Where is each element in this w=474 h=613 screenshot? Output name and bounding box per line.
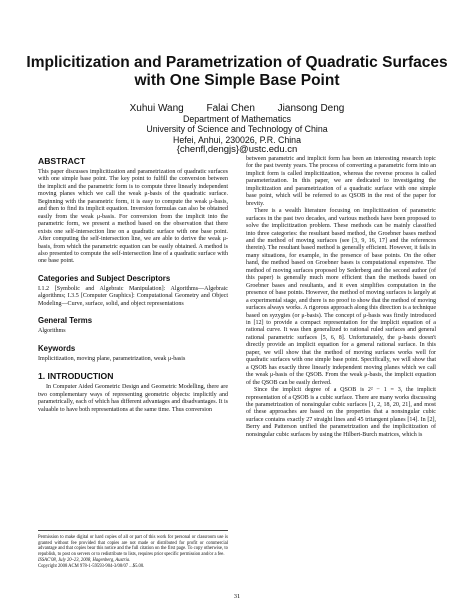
copyright-venue: ISSAC'08, July 20–23, 2008, Hagenberg, Austria.: [38, 557, 131, 563]
body-paragraph-1: between parametric and implicit form has been an interesting research topic for the past twenty years. The process of converting a parametric form into an implicit form is called implicitization, whereas the reverse process is called parameterization. In this paper, we are dedicated to investigating the implicitization and parametrization of a quadratic surface with one simple base point, which will be referred to as QSOB in the rest of the paper for brevity.: [246, 156, 436, 207]
right-column: [246, 156, 436, 439]
introduction-section: [38, 371, 228, 414]
author-1: Xuhui Wang: [129, 103, 184, 114]
author-3: Jiansong Deng: [277, 103, 345, 114]
general-terms-section: [38, 316, 228, 335]
left-column: [38, 156, 228, 422]
author-list: [0, 103, 474, 114]
abstract-text: This paper discusses implicitization and parametrization of quadratic surfaces with one simple base point. The key point to fulfill the conversion between the implicit and the parametric form is to compute three linearly independent moving planes which we call the weak μ-basis of the quadratic surface. Beginning with the parametric form, it is easy to compute the weak μ-basis, and then to find its implicit equation. Inversion formulas can also be obtained easily from the weak μ-basis. For conversion from the implicit into the parametric form, we present a method based on the observation that there exists one self-intersection line on a quadratic surface with one base point. After computing the self-intersection line, we are able to derive the weak μ-basis, from which the parametric equation can be easily obtained. A method is also presented to compute the self-intersection line of a quadratic surface with one base point.: [38, 169, 228, 265]
abstract-section: [38, 156, 228, 266]
affiliation-univ: University of Science and Technology of China: [146, 124, 328, 135]
keywords-heading: Keywords: [38, 343, 76, 353]
abstract-heading: ABSTRACT: [38, 156, 86, 166]
body-paragraph-2: There is a wealth literature focusing on implicitization of parametric surfaces in the past two decades, and various methods have been proposed to solve the implicitization problem. These methods can be mainly classified into three categories: the resultant based method, the Groebner bases method and the method of moving surfaces (see [3, 9, 16, 17] and the references therein). The resultant based method is generally efficient. However, it fails in many situations, for example, in the presence of base points. On the other hand, the method based on Groebner bases is computational expensive. The method of moving surfaces proposed by Sederberg and the second author (of this paper) is generally much more efficient than the methods based on Groebner bases and resultants, and it even simplifies computation in the presence of base points. However, the method of moving surfaces is largely at a experimental stage, and there is no proof to show that the method of moving surfaces always works. A rigorous approach along this direction is a technique based on syzygies (or μ-basis). The concept of μ-basis was firstly introduced in [12] to provide a compact representation for the implicit equation of a rational curve. It was then generalized to rational ruled surfaces and general rational parametric surfaces [5, 6, 8]. Unfortunately, the μ-basis doesn't directly provide an implicit equation for a general rational surface. In this paper, we will show that the method of moving surfaces works well for quadratic surfaces with one simple base point. Specifically, we will show that a QSOB has exactly three linearly independent moving planes which we call the weak μ-basis of the QSOB. From the weak μ-basis, the implicit equation of the QSOB can be easily derived.: [246, 208, 436, 386]
copyright-permission: Permission to make digital or hard copies of all or part of this work for personal or classroom use is granted without fee provided that copies are not made or distributed for profit or commercial advantage and that copies bear this notice and the full citation on the first page. To copy otherwise, to republish, to post on servers or to redistribute to lists, requires prior specific permission and/or a fee.: [38, 535, 228, 558]
general-terms-text: Algorithms: [38, 328, 66, 335]
title-line-1: Implicitization and Parametrization of Quadratic Surfaces: [26, 54, 448, 71]
body-paragraph-3: Since the implicit degree of a QSOB is 2² − 1 = 3, the implicit representation of a QSOB is a cubic surface. There are many works discussing the parametrization of nonsingular cubic surfaces [1, 2, 18, 20, 21], and most of these approaches are based on the properties that a nonsingular cubic surface contains exactly 27 straight lines and 45 tritangent planes [14]. In [2], Berry and Patterson unified the parametrization and the implicitization of nonsingular cubic surfaces by using the Hilbert-Burch matrices, which is: [246, 387, 436, 438]
categories-section: [38, 274, 228, 308]
introduction-heading: 1. INTRODUCTION: [38, 371, 114, 382]
paper-title: [20, 54, 454, 90]
general-terms-heading: General Terms: [38, 316, 93, 326]
categories-text: I.1.2 [Symbolic and Algebraic Manipulation]: Algorithms—Algebraic algorithms; I.3.5 [Computer Graphics]: Computational Geometry and Object Modeling—Curve, surface, solid, and object representations: [38, 285, 228, 307]
affiliation-email: {chenfl,dengjs}@ustc.edu.cn: [176, 143, 298, 155]
affiliation-dept: Department of Mathematics: [182, 114, 292, 124]
affiliation-city: Hefei, Anhui, 230026, P.R. China: [173, 134, 301, 145]
affiliation: [0, 114, 474, 155]
copyright-line: Copyright 2008 ACM 978-1-59593-904-3/08/07 ...$5.00.: [38, 563, 145, 569]
author-2: Falai Chen: [206, 103, 255, 114]
keywords-section: [38, 344, 228, 363]
copyright-notice: [38, 530, 228, 569]
introduction-text: In Computer Aided Geometric Design and Geometric Modelling, there are two complementary ways of representing geometric objects: implicitly and parametrically, each of which has different advantages and disadvantages. It is valuable to have both representations at the same time. Thus conversion: [38, 384, 228, 413]
title-line-2: with One Simple Base Point: [134, 72, 340, 89]
keywords-text: Implicitization, moving plane, parametrization, weak μ-basis: [38, 355, 186, 362]
categories-heading: Categories and Subject Descriptors: [38, 273, 171, 283]
page-number: 31: [233, 593, 241, 600]
